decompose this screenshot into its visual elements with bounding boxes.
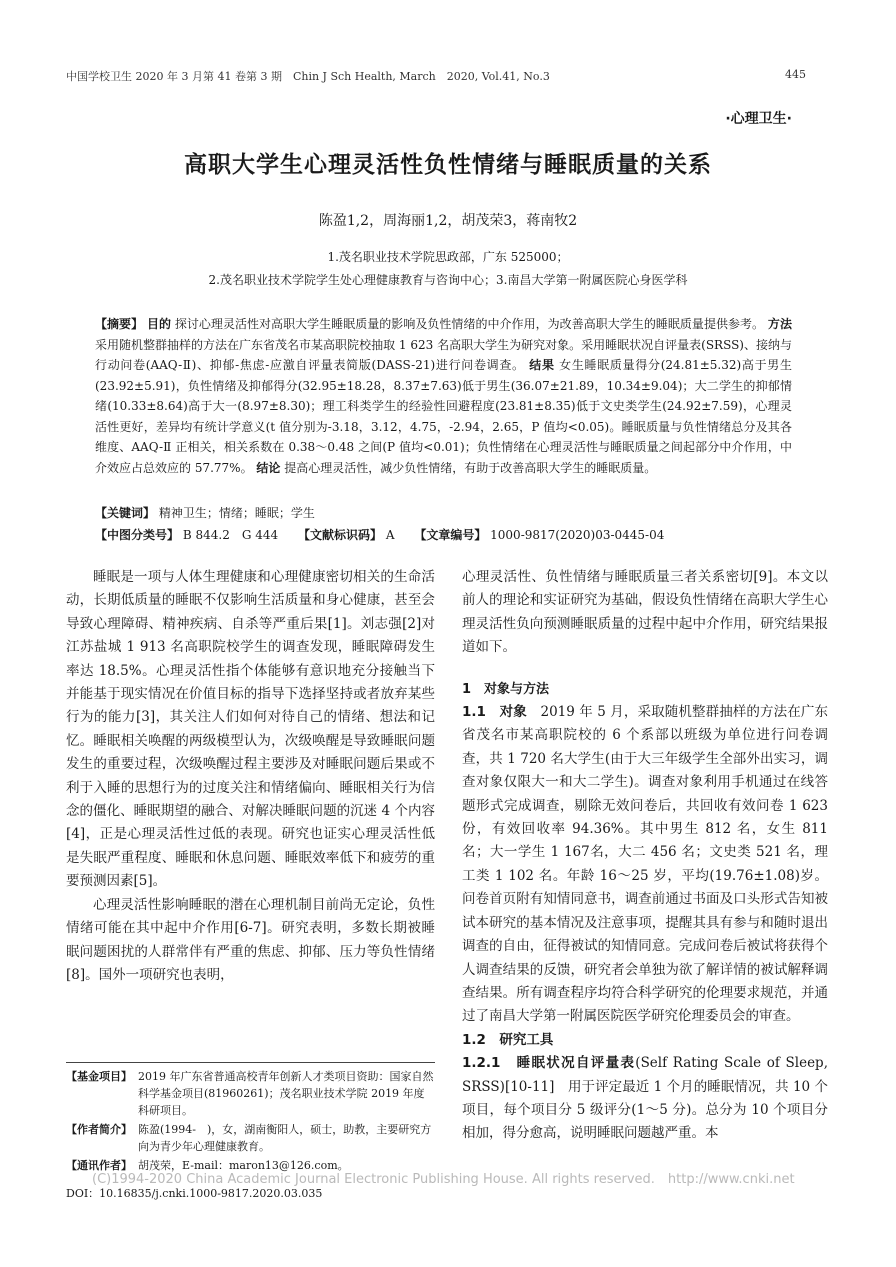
keywords-text: 精神卫生；情绪；睡眠；学生: [158, 506, 315, 520]
clc-label: 【中图分类号】: [95, 528, 180, 542]
abstract-objective-tag: 目的: [146, 317, 172, 331]
affiliation-1: 1.茂名职业技术学院思政部，广东 525000；: [327, 250, 569, 264]
footnotes: [66, 1068, 435, 1176]
footnote-label: 【作者简介】: [66, 1123, 132, 1136]
running-head-journal: 中国学校卫生 2020 年 3 月第 41 卷第 3 期 Chin J Sch Health, March 2020, Vol.41, No.3: [66, 70, 550, 83]
footnote-rule: [66, 1062, 435, 1063]
page-number: 445: [785, 68, 806, 81]
footnote-author-bio: [66, 1121, 435, 1155]
abstract-method-tag: 方法: [767, 317, 792, 331]
authors: 陈盈1,2，周海丽1,2，胡茂荣3，蒋南牧2: [318, 213, 578, 229]
abstract-conclusion-tag: 结论: [256, 460, 281, 475]
abstract-objective: 探讨心理灵活性对高职大学生睡眠质量的影响及负性情绪的中介作用，为改善高职大学生的睡眠质量提供参考。: [174, 317, 765, 331]
doi: DOI：10.16835/j.cnki.1000-9817.2020.03.035: [66, 1187, 323, 1200]
footnote-label: 【基金项目】: [66, 1070, 132, 1083]
doc-code-label: 【文献标识码】: [297, 528, 382, 542]
classification-line: [95, 526, 792, 543]
footnote-text: 陈盈(1994- )，女，湖南衡阳人，硕士，助教，主要研究方向为青少年心理健康教育。: [138, 1123, 432, 1153]
article-title: 高职大学生心理灵活性负性情绪与睡眠质量的关系: [184, 152, 712, 178]
clc-value: B 844.2 G 444: [182, 528, 279, 542]
right-column: [462, 566, 828, 1146]
footnote-funding: [66, 1068, 435, 1119]
subsubsection-text: (Self Rating Scale of Sleep, SRSS)[10-11] 用于评定最近 1 个月的睡眠情况，共 10 个项目，每个项目分 5 级评分(1～5 分)。总分为 10 个项目分相加，得分愈高，说明睡眠问题越严重。本: [462, 1055, 828, 1142]
article-number-label: 【文章编号】: [414, 528, 487, 542]
subsection-heading: 1.2 研究工具: [462, 1031, 554, 1048]
abstract: [95, 314, 792, 478]
abstract-method: 采用随机整群抽样的方法在广东省茂名市某高职院校抽取 1 623 名高职大学生为研究对象。采用睡眠状况自评量表(SRSS)、接纳与行动问卷(AAQ-Ⅱ)、抑郁-焦虑-应激自评量表简版(DASS-21)进行问卷调查。: [95, 337, 792, 372]
article-number-value: 1000-9817(2020)03-0445-04: [490, 528, 665, 542]
section-tag: ·心理卫生·: [725, 111, 792, 127]
body-paragraph: 睡眠是一项与人体生理健康和心理健康密切相关的生命活动，长期低质量的睡眠不仅影响生活质量和身心健康，甚至会导致心理障碍、精神疾病、自杀等严重后果[1]。刘志强[2]对江苏盐城 1 913 名高职院校学生的调查发现，睡眠障碍发生率达 18.5%。心理灵活性指个体能够有意识地充分接触当下并能基于现实情况在价值目标的指导下选择坚持或者放弃某些行为的能力[3]，其关注人们如何对待自己的情绪、想法和记忆。睡眠相关唤醒的两级模型认为，次级唤醒是导致睡眠问题发生的重要过程，次级唤醒过程主要涉及对睡眠问题后果或不利于入睡的思想行为的过度关注和情绪偏向、睡眠相关行为信念的僵化、睡眠期望的融合、对解决睡眠问题的沉迷 4 个内容[4]，正是心理灵活性过低的表现。研究也证实心理灵活性低是失眠严重程度、睡眠和休息问题、睡眠效率低下和疲劳的重要预测因素[5]。: [66, 569, 435, 890]
abstract-label: 【摘要】: [95, 317, 144, 331]
abstract-result-tag: 结果: [529, 358, 555, 372]
body-paragraph: 心理灵活性影响睡眠的潜在心理机制目前尚无定论，负性情绪可能在其中起中介作用[6-7]。研究表明，多数长期被睡眠问题困扰的人群常伴有严重的焦虑、抑郁、压力等负性情绪[8]。国外一项研究也表明，: [66, 896, 435, 983]
abstract-result: 女生睡眠质量得分(24.81±5.32)高于男生(23.92±5.91)，负性情绪及抑郁得分(32.95±18.28，8.37±7.63)低于男生(36.07±21.89，10.34±9.04)；大二学生的抑郁情绪(10.33±8.64)高于大一(8.97±8.30)；理工科类学生的经验性回避程度(23.81±8.35)低于文史类学生(24.92±7.59)，心理灵活性更好，差异均有统计学意义(t 值分别为-3.18，3.12，4.75，-2.94，2.65，P 值均<0.05)。睡眠质量与负性情绪总分及其各维度、AAQ-Ⅱ 正相关，相关系数在 0.38～0.48 之间(P 值均<0.01)；负性情绪在心理灵活性与睡眠质量之间起部分中介作用，中介效应占总效应的 57.77%。: [95, 358, 792, 475]
subsection-text: 2019 年 5 月，采取随机整群抽样的方法在广东省茂名市某高职院校的 6 个系部以班级为单位进行问卷调查，共 1 720 名大学生(由于大三年级学生全部外出实习，调查对象仅限大一和大二学生)。调查对象利用手机通过在线答题形式完成调查，剔除无效问卷后，共回收有效问卷 1 623 份，有效回收率 94.36%。其中男生 812 名，女生 811 名；大一学生 1 167名，大二 456 名；文史类 521 名，理工类 1 102 名。年龄 16～25 岁，平均(19.76±1.08)岁。问卷首页附有知情同意书，调查前通过书面及口头形式告知被试本研究的基本情况及注意事项，提醒其具有参与和随时退出调查的自由，征得被试的知情同意。完成问卷后被试将获得个人调查结果的反馈，研究者会单独为欲了解详情的被试解释调查结果。所有调查程序均符合科学研究的伦理要求规范，并通过了南昌大学第一附属医院医学研究伦理委员会的审查。: [462, 704, 828, 1025]
footnote-text: 2019 年广东省普通高校青年创新人才类项目资助：国家自然科学基金项目(81960261)；茂名职业技术学院 2019 年度科研项目。: [138, 1070, 434, 1117]
running-head: [66, 68, 806, 84]
abstract-conclusion: 提高心理灵活性，减少负性情绪，有助于改善高职大学生的睡眠质量。: [284, 460, 657, 475]
doc-code-value: A: [385, 528, 395, 542]
affiliation-2: 2.茂名职业技术学院学生处心理健康教育与咨询中心；3.南昌大学第一附属医院心身医学科: [208, 273, 688, 287]
body-paragraph: [462, 701, 828, 1029]
footnote-label: 【通讯作者】: [66, 1159, 132, 1172]
body-paragraph: [462, 1052, 828, 1146]
section-heading: 1 对象与方法: [462, 681, 550, 697]
subsection-heading: 1.1 对象: [462, 704, 527, 721]
keywords: [95, 504, 792, 521]
copyright-watermark: (C)1994-2020 China Academic Journal Electronic Publishing House. All rights reserved. http://www.cnki.net: [92, 1172, 795, 1187]
left-column: [66, 566, 435, 987]
subsubsection-heading: 1.2.1 睡眠状况自评量表: [462, 1055, 636, 1072]
keywords-label: 【关键词】: [95, 506, 156, 520]
body-paragraph: 心理灵活性、负性情绪与睡眠质量三者关系密切[9]。本文以前人的理论和实证研究为基础，假设负性情绪在高职大学生心理灵活性负向预测睡眠质量的过程中起中介作用，研究结果报道如下。: [462, 569, 828, 656]
footnote-text: 胡茂荣，E-mail：maron13@126.com。: [138, 1159, 349, 1172]
